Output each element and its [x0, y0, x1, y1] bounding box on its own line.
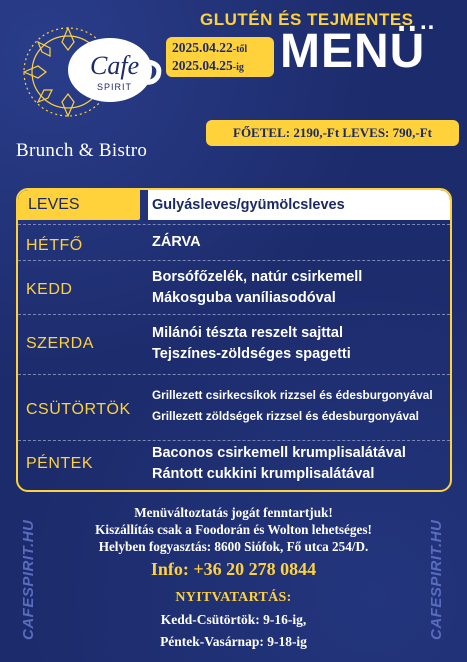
day-row-thursday	[18, 374, 450, 440]
dish-item: Tejszínes-zöldséges spagetti	[152, 346, 351, 362]
dish-item: Borsófőzelék, natúr csirkemell	[152, 269, 363, 285]
dish-item: Milánói tészta reszelt sajttal	[152, 325, 343, 341]
day-label: CSÜTÖRTÖK	[26, 401, 131, 418]
notice-menu-change: Menüváltoztatás jogát fenntartjuk!	[134, 505, 333, 520]
footer	[40, 504, 427, 653]
day-label: HÉTFŐ	[26, 237, 83, 254]
day-row-friday	[18, 440, 450, 492]
notice-delivery: Kiszállítás csak a Foodorán és Wolton lehetséges!	[95, 522, 372, 537]
opening-hours-line: Péntek-Vasárnap: 9-18-ig	[160, 634, 307, 649]
website-side-text-right: CAFESPIRIT.HU	[428, 519, 445, 640]
diet-subtitle: GLUTÉN ÉS TEJMENTES	[200, 10, 414, 29]
dish-item: Grillezett zöldségek rizzsel és édesburgonyával	[152, 409, 419, 423]
brand-name: Brunch & Bistro	[16, 140, 148, 161]
opening-hours-title: NYITVATARTÁS:	[175, 590, 292, 605]
opening-hours-line: Kedd-Csütörtök: 9-16-ig,	[160, 612, 307, 627]
notice-address: Helyben fogyasztás: 8600 Siófok, Fő utca 254/D.	[98, 539, 369, 554]
day-label: KEDD	[26, 281, 73, 298]
svg-text:SPIRIT: SPIRIT	[97, 82, 133, 92]
weekly-menu-table	[16, 188, 452, 492]
day-row-monday	[18, 224, 450, 260]
cafe-spirit-logo	[20, 22, 170, 122]
date-range: 2025.04.22-től 2025.04.25-ig	[166, 37, 274, 77]
soup-dishes: Gulyásleves/gyümölcsleves	[148, 190, 450, 220]
phone-info: Info: +36 20 278 0844	[150, 559, 317, 579]
decorative-dots: ..	[420, 8, 436, 35]
dish-item: Grillezett csirkecsíkok rizzsel és édesburgonyával	[152, 388, 433, 402]
day-label: PÉNTEK	[26, 455, 94, 472]
header	[0, 0, 467, 170]
dish-item: Rántott cukkini krumplisalátával	[152, 466, 375, 482]
price-banner: FŐETEL: 2190,-Ft LEVES: 790,-Ft	[206, 120, 459, 146]
day-label: SZERDA	[26, 335, 94, 352]
website-side-text-left: CAFESPIRIT.HU	[20, 519, 37, 640]
dish-item: Mákosguba vaníliasodóval	[152, 290, 336, 306]
dish-item: Baconos csirkemell krumplisalátával	[152, 445, 406, 461]
soup-label: LEVES	[18, 190, 140, 220]
logo-text: Cafe	[90, 51, 140, 80]
soup-row	[18, 190, 450, 224]
page-title: MENÜ	[280, 25, 426, 78]
dish-item: ZÁRVA	[152, 234, 201, 250]
day-row-tuesday	[18, 260, 450, 314]
day-row-wednesday	[18, 314, 450, 374]
